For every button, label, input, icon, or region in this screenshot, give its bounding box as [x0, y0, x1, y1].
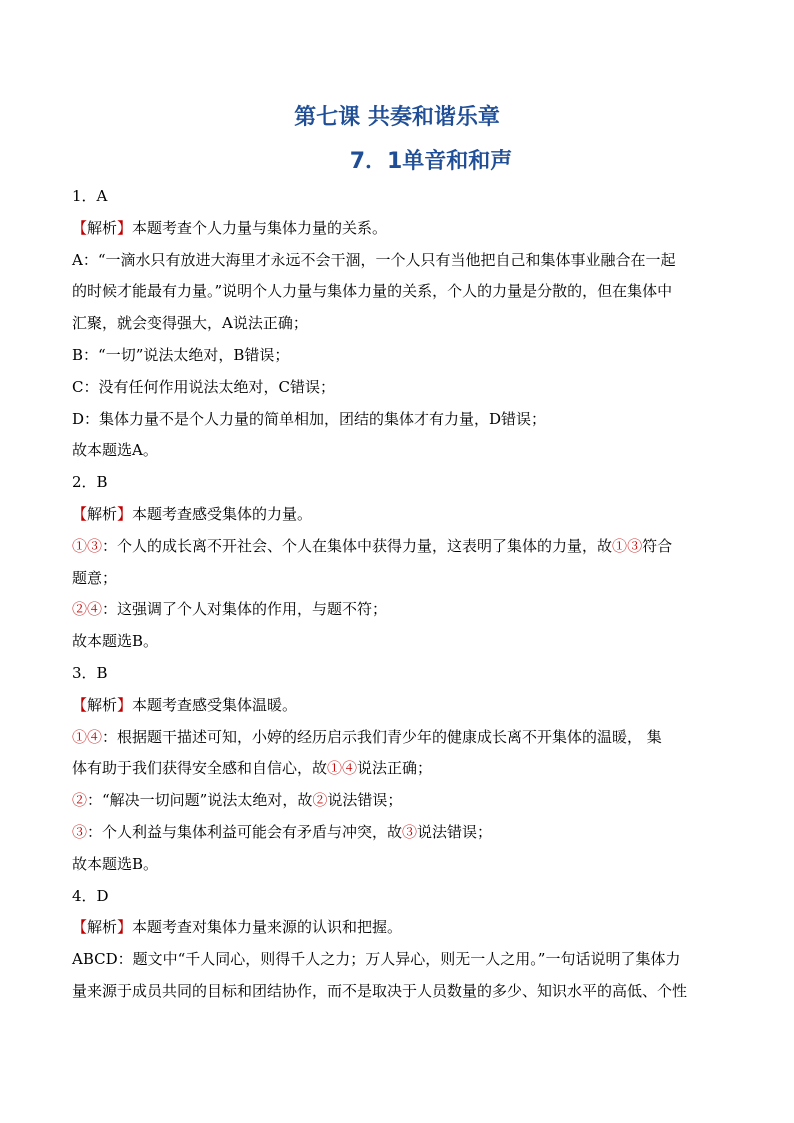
text-line: 1．A	[72, 187, 108, 205]
lesson-title: 第七课 共奏和谐乐章	[294, 105, 500, 130]
text-line: ③：个人利益与集体利益可能会有矛盾与冲突，故③说法错误；	[72, 822, 493, 841]
text-line: 2．B	[72, 473, 108, 492]
text-line: 汇聚，就会变得强大，A说法正确；	[72, 314, 308, 333]
text-line: 【解析】本题考查对集体力量来源的认识和把握。	[72, 918, 403, 937]
text-line: 3．B	[72, 663, 108, 682]
text-line: 4．D	[72, 886, 109, 905]
answer-content	[72, 186, 724, 1013]
text-line: 体有助于我们获得安全感和自信心，故①④说法正确；	[72, 759, 433, 778]
text-line: ②④：这强调了个人对集体的作用，与题不符；	[72, 600, 388, 619]
text-line: ①③：个人的成长离不开社会、个人在集体中获得力量，这表明了集体的力量，故①③符合	[72, 536, 673, 555]
text-line: A：“一滴水只有放进大海里才永远不会干涸，一个人只有当他把自己和集体事业融合在一起	[72, 250, 676, 269]
text-line: ①④：根据题干描述可知，小婷的经历启示我们青少年的健康成长离不开集体的温暖， 集	[72, 727, 662, 746]
text-line: 故本题选B。	[72, 632, 159, 651]
text-line: D：集体力量不是个人力量的简单相加，团结的集体才有力量，D错误；	[72, 409, 547, 428]
text-line: B：“一切”说法太绝对，B错误；	[72, 345, 290, 364]
section-subtitle: 7．1单音和和声	[349, 149, 513, 174]
text-line: 【解析】本题考查个人力量与集体力量的关系。	[72, 218, 388, 237]
text-line: 故本题选B。	[72, 854, 159, 873]
text-line: C：没有任何作用说法太绝对，C错误；	[72, 377, 335, 396]
text-line: 量来源于成员共同的目标和团结协作，而不是取决于人员数量的多少、知识水平的高低、个性	[72, 981, 688, 1000]
text-line: 故本题选A。	[72, 441, 158, 460]
text-line: 【解析】本题考查感受集体温暖。	[72, 695, 298, 714]
text-line: 题意；	[72, 568, 118, 587]
text-line: ABCD：题文中“千人同心，则得千人之力；万人异心，则无一人之用。”一句话说明了集体力	[72, 950, 681, 969]
text-line: 的时候才能最有力量。”说明个人力量与集体力量的关系，个人的力量是分散的，但在集体中	[72, 282, 673, 301]
text-line: ②：“解决一切问题”说法太绝对，故②说法错误；	[72, 791, 403, 810]
text-line: 【解析】本题考查感受集体的力量。	[72, 504, 313, 523]
